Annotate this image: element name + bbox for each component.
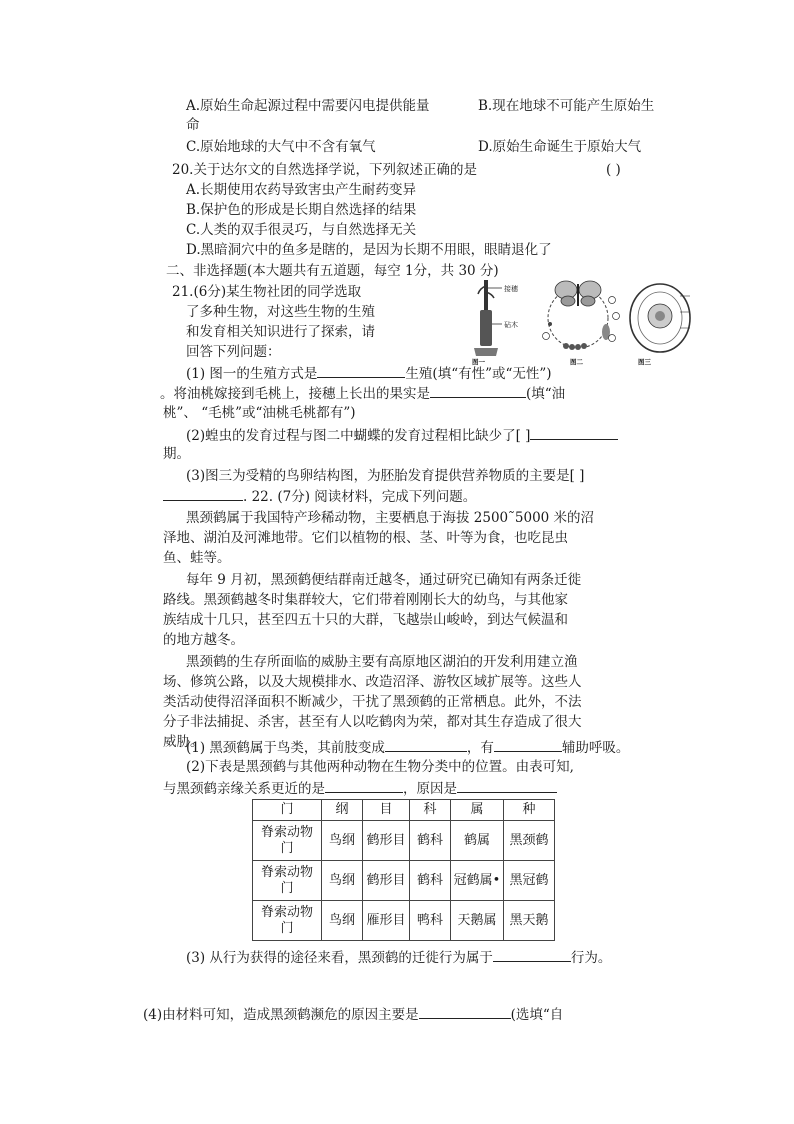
table-cell: 鸟纲 [322,821,363,861]
q22-part3: (3) 从行为获得的途径来看，黑颈鹤的迁徙行为属于 行为。 [186,950,612,966]
q22-part4: (4)由材料可知，造成黑颈鹤濒危的原因主要是 (选填“自 [143,1007,564,1023]
table-row [253,821,555,861]
egg-icon [548,322,552,326]
answer-blank[interactable] [457,779,557,793]
q20-option-d: D.黑暗洞穴中的鱼多是瞎的，是因为长期不用眼，眼睛退化了 [186,242,552,258]
table-cell: 鸭科 [410,901,451,941]
answer-blank[interactable] [385,738,467,752]
table-cell: 鸟纲 [322,861,363,901]
q20-option-b: B.保护色的形成是长期自然选择的结果 [186,202,417,218]
q19-option-b: B.现在地球不可能产生原始生 [478,98,655,114]
table-cell: 雁形目 [363,901,410,941]
q22-para3-line2: 场、修筑公路，以及大规模排水、改造沼泽、游牧区域扩展等。这些人 [163,674,582,690]
label-fig3: 图三 [638,358,651,366]
table-header: 纲 [322,800,363,821]
q19-option-a: A.原始生命起源过程中需要闪电提供能量 [186,98,430,114]
table-row [253,901,555,941]
answer-blank[interactable] [163,487,243,501]
table-cell: 黑天鹅 [504,901,555,941]
q22-para3-line5: 威胁。 [163,734,204,750]
section-heading: 二、非选择题(本大题共有五道题，每空 1分，共 30 分) [166,263,499,279]
table-cell: 脊索动物门 [253,901,322,941]
q22-para2-line2: 路线。黑颈鹤越冬时集群较大，它们带着刚刚长大的幼鸟，与其他家 [163,592,568,608]
table-header: 科 [410,800,451,821]
q21-intro-2: 了多种生物，对这些生物的生殖 [186,304,375,320]
q22-para3-line3: 类活动使得沼泽面积不断减少，干扰了黑颈鹤的正常栖息。此外，不法 [163,694,582,710]
table-cell: 天鹅属 [451,901,504,941]
table-header: 属 [451,800,504,821]
answer-blank[interactable] [493,948,571,962]
butterfly-lifecycle-figure [543,281,620,366]
q22-part2: (2)下表是黑颈鹤与其他两种动物在生物分类中的位置。由表可知, [186,759,574,775]
butterfly-icon [555,281,601,306]
table-cell: 鹤属 [451,821,504,861]
q21-intro-3: 和发育相关知识进行了探索，请 [186,324,375,340]
q22-para1-line3: 鱼、蛙等。 [163,550,231,566]
table-cell: 黑冠鹤 [504,861,555,901]
q19-option-d: D.原始生命诞生于原始大气 [478,139,642,155]
q21-part1-cont: 。将油桃嫁接到毛桃上，接穗上长出的果实是 (填“油 [160,386,566,402]
q22-para3-line1: 黑颈鹤的生存所面临的威胁主要有高原地区湖泊的开发利用建立渔 [186,654,578,670]
q20-answer-paren: ( ) [606,162,621,178]
table-row [253,861,555,901]
q21-intro-4: 回答下列问题： [186,344,281,360]
q21-part1-options: 桃”、 “毛桃”或“油桃毛桃都有”) [163,405,356,421]
label-fig2: 图二 [570,358,583,366]
q22-para2-line1: 每年 9 月初，黑颈鹤便结群南迁越冬，通过研究已确知有两条迁徙 [186,572,582,588]
answer-blank[interactable] [530,426,618,440]
q21-part3-cont: . 22. (7分) 阅读材料，完成下列问题。 [163,487,476,506]
table-cell: 脊索动物门 [253,861,322,901]
table-cell: 冠鹤属• [451,861,504,901]
q21-intro-1: 21.(6分)某生物社团的同学选取 [172,284,362,300]
table-cell: 鹤形目 [363,861,410,901]
grafting-figure [470,280,538,366]
q22-part2-line2: 与黑颈鹤亲缘关系更近的是 ，原因是 [163,779,557,798]
q21-part2: (2)蝗虫的发育过程与图二中蝴蝶的发育过程相比缺少了[ ] [186,426,618,445]
answer-blank[interactable] [325,779,403,793]
q22-para1-line2: 泽地、湖泊及河滩地带。它们以植物的根、茎、叶等为食，也吃昆虫 [163,530,568,546]
table-header-row [253,800,555,821]
answer-blank[interactable] [419,1005,511,1019]
classification-table [252,799,555,941]
table-cell: 鹤科 [410,861,451,901]
q22-para3-line4: 分子非法捕捉、杀害，甚至有人以吃鹤肉为荣，都对其生存造成了很大 [163,714,582,730]
q21-part3: (3)图三为受精的鸟卵结构图，为胚胎发育提供营养物质的主要是[ ] [186,468,585,484]
q21-part2-cont: 期。 [163,446,190,462]
table-header: 门 [253,800,322,821]
table-cell: 鹤科 [410,821,451,861]
q20-option-a: A.长期使用农药导致害虫产生耐药变异 [186,182,417,198]
reproduction-figures [466,276,692,366]
table-header: 种 [504,800,555,821]
answer-blank[interactable] [430,384,526,398]
q19-option-c: C.原始地球的大气中不含有氧气 [186,139,376,155]
q22-part1: (1) 黑颈鹤属于鸟类，其前肢变成 ，有 辅助呼吸。 [186,740,630,756]
q20-stem: 20.关于达尔文的自然选择学说，下列叙述正确的是 [172,162,477,178]
answer-blank[interactable] [494,738,562,752]
table-cell: 黑颈鹤 [504,821,555,861]
label-scion: 接穗 [504,285,518,293]
answer-blank[interactable] [317,364,405,378]
label-stock: 砧木 [504,321,518,329]
table-header: 目 [363,800,410,821]
q19-option-b-cont: 命 [186,117,200,133]
label-fig1: 图一 [472,358,485,366]
table-cell: 鸟纲 [322,901,363,941]
q20-option-c: C.人类的双手很灵巧，与自然选择无关 [186,222,417,238]
bird-egg-figure [630,284,690,366]
q22-para2-line4: 的地方越冬。 [163,632,244,648]
q22-para1-line1: 黑颈鹤属于我国特产珍稀动物，主要栖息于海拔 2500˜5000 米的沼 [186,510,595,526]
table-cell: 脊索动物门 [253,821,322,861]
q21-part1: (1) 图一的生殖方式是 生殖(填“有性”或“无性”) [186,366,552,382]
table-cell: 鹤形目 [363,821,410,861]
caterpillar-icon [563,343,587,350]
q22-para2-line3: 族结成十几只，甚至四五十只的大群，飞越崇山峻岭，到达气候温和 [163,612,568,628]
